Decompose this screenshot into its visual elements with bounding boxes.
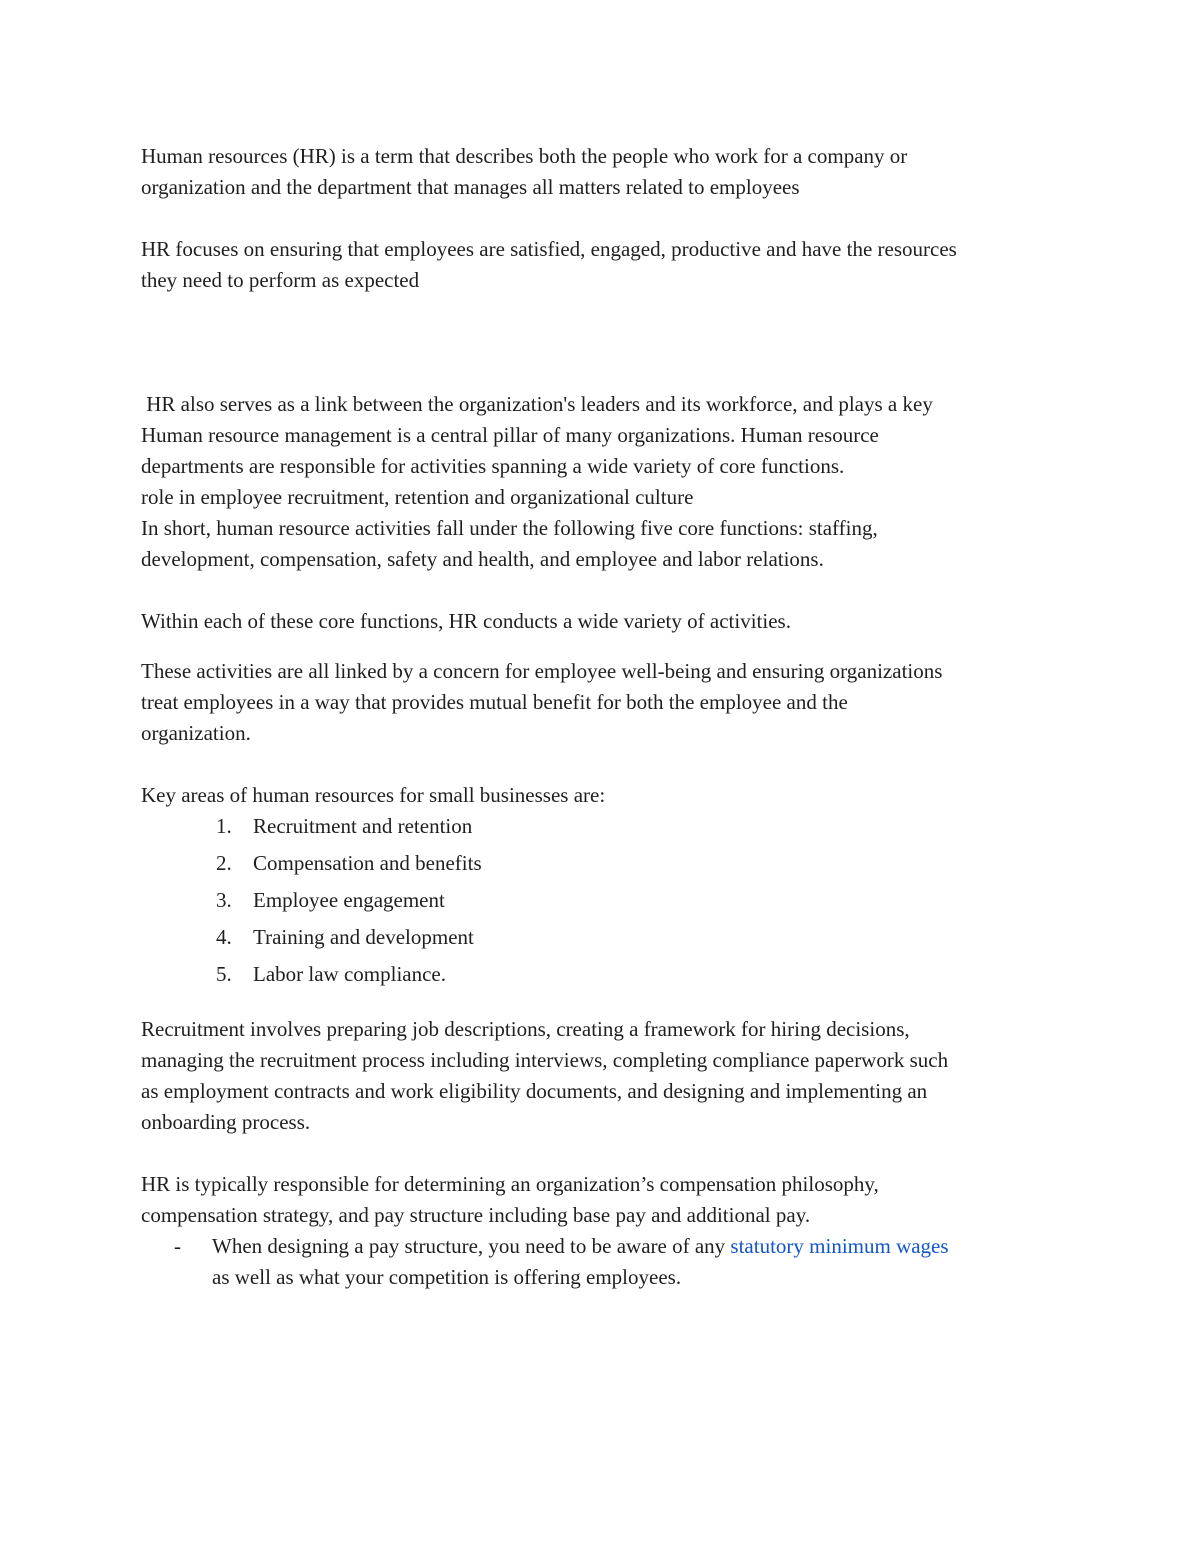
paragraph-line: Recruitment involves preparing job descriptions, creating a framework for hiring decisions, [141,1017,910,1041]
paragraph-line: In short, human resource activities fall under the following five core functions: staffing, [141,516,878,540]
list-item-text: Recruitment and retention [253,814,473,838]
paragraph-line: they need to perform as expected [141,268,420,292]
paragraph-line: HR also serves as a link between the organization's leaders and its workforce, and plays a key [141,392,933,416]
paragraph-line: organization and the department that manages all matters related to employees [141,175,800,199]
paragraph-line: onboarding process. [141,1110,311,1134]
paragraph-line: managing the recruitment process including interviews, completing compliance paperwork such [141,1048,949,1072]
paragraph-line: These activities are all linked by a concern for employee well-being and ensuring organizations [141,659,943,683]
paragraph-line: development, compensation, safety and health, and employee and labor relations. [141,547,824,571]
list-number: 3. [216,888,232,912]
list-item-text: Compensation and benefits [253,851,482,875]
paragraph-hrm-pillar [141,420,1071,482]
paragraph-wellbeing [141,656,1071,749]
paragraph-line: Within each of these core functions, HR conducts a wide variety of activities. [141,609,791,633]
paragraph-line: HR focuses on ensuring that employees are satisfied, engaged, productive and have the resources [141,237,957,261]
paragraph-recruitment [141,1014,1071,1138]
key-areas-intro [141,780,1071,811]
dash-bullet-marker: - [174,1234,181,1258]
paragraph-compensation [141,1169,1071,1231]
statutory-minimum-wages-link[interactable]: statutory minimum wages [730,1234,949,1258]
paragraph-core-functions [141,513,1071,575]
paragraph-line: organization. [141,721,251,745]
bullet-text [212,1231,1062,1293]
list-item-text: Training and development [253,925,474,949]
list-number: 2. [216,851,232,875]
paragraph-line: as employment contracts and work eligibility documents, and designing and implementing an [141,1079,928,1103]
paragraph-hr-definition [141,141,1071,203]
paragraph-line: Human resource management is a central pillar of many organizations. Human resource [141,423,879,447]
paragraph-line: compensation strategy, and pay structure including base pay and additional pay. [141,1203,811,1227]
paragraph-activities [141,606,1071,637]
list-number: 4. [216,925,232,949]
list-number: 1. [216,814,232,838]
paragraph-hr-focus [141,234,1071,296]
bullet-line-text: When designing a pay structure, you need to be aware of any [212,1234,731,1258]
list-item-text: Labor law compliance. [253,962,446,986]
paragraph-line: treat employees in a way that provides mutual benefit for both the employee and the [141,690,848,714]
list-number: 5. [216,962,232,986]
paragraph-line: role in employee recruitment, retention and organizational culture [141,485,694,509]
bullet-line [212,1231,1062,1262]
list-item-text: Employee engagement [253,888,445,912]
paragraph-line: HR is typically responsible for determining an organization’s compensation philosophy, [141,1172,879,1196]
paragraph-line: Key areas of human resources for small businesses are: [141,783,606,807]
paragraph-line: Human resources (HR) is a term that describes both the people who work for a company or [141,144,908,168]
bullet-line: as well as what your competition is offering employees. [212,1265,682,1289]
paragraph-line: departments are responsible for activities spanning a wide variety of core functions. [141,454,845,478]
